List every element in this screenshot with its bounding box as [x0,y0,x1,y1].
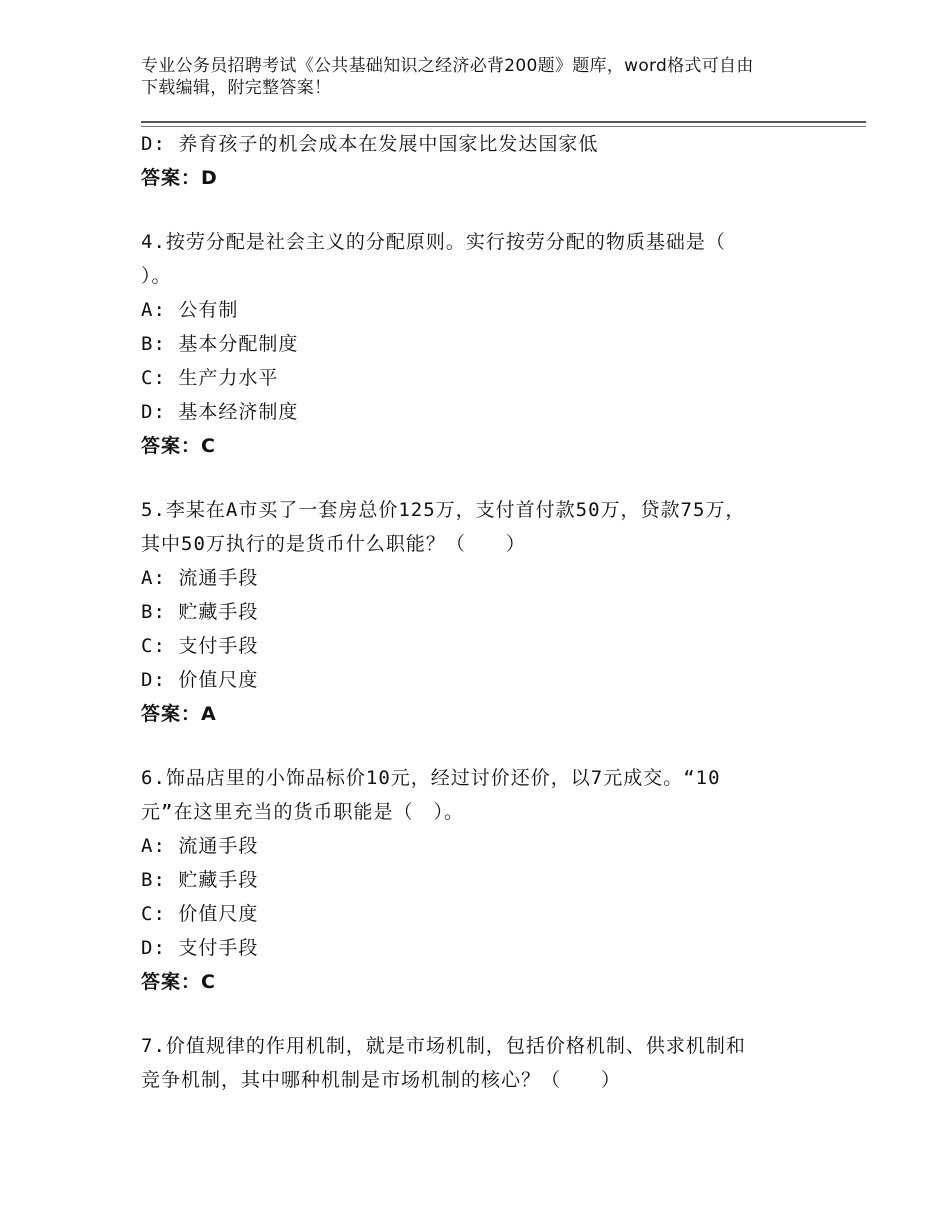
option-b: B: 基本分配制度 [141,333,299,355]
question-3-tail [141,127,821,195]
option-c: C: 价值尺度 [141,903,259,925]
option-a: A: 公有制 [141,299,239,321]
option-d: D: 支付手段 [141,937,259,959]
header-rule-thick [141,121,866,123]
question-text-line-2: 其中50万执行的是货币什么职能？（ ） [141,533,526,555]
question-text-line-1: 7.价值规律的作用机制，就是市场机制，包括价格机制、供求机制和 [141,1035,746,1057]
question-text-line-1: 4.按劳分配是社会主义的分配原则。实行按劳分配的物质基础是（ [141,231,726,253]
answer: 答案：C [141,971,216,993]
option-d: D: 养育孩子的机会成本在发展中国家比发达国家低 [141,133,599,155]
question-text-line-2: 元”在这里充当的货币职能是（ ）。 [141,801,464,823]
option-a: A: 流通手段 [141,835,259,857]
question-7 [141,1029,821,1097]
answer: 答案：C [141,435,216,457]
answer: 答案：D [141,167,218,189]
question-text-line-1: 6.饰品店里的小饰品标价10元，经过讨价还价，以7元成交。“10 [141,767,721,789]
option-b: B: 贮藏手段 [141,601,259,623]
option-c: C: 生产力水平 [141,367,279,389]
document-header [141,55,821,99]
question-4 [141,225,821,463]
question-6 [141,761,821,999]
question-text-line-2: ）。 [141,265,172,287]
option-c: C: 支付手段 [141,635,259,657]
header-line-2: 下载编辑，附完整答案！ [141,78,332,98]
question-list [141,127,821,1097]
question-text-line-2: 竞争机制，其中哪种机制是市场机制的核心？（ ） [141,1069,622,1091]
option-b: B: 贮藏手段 [141,869,259,891]
answer: 答案：A [141,703,217,725]
question-5 [141,493,821,731]
header-line-1: 专业公务员招聘考试《公共基础知识之经济必背200题》题库，word格式可自由 [141,56,754,76]
option-d: D: 价值尺度 [141,669,259,691]
option-a: A: 流通手段 [141,567,259,589]
question-text-line-1: 5.李某在A市买了一套房总价125万，支付首付款50万，贷款75万， [141,499,746,521]
option-d: D: 基本经济制度 [141,401,299,423]
